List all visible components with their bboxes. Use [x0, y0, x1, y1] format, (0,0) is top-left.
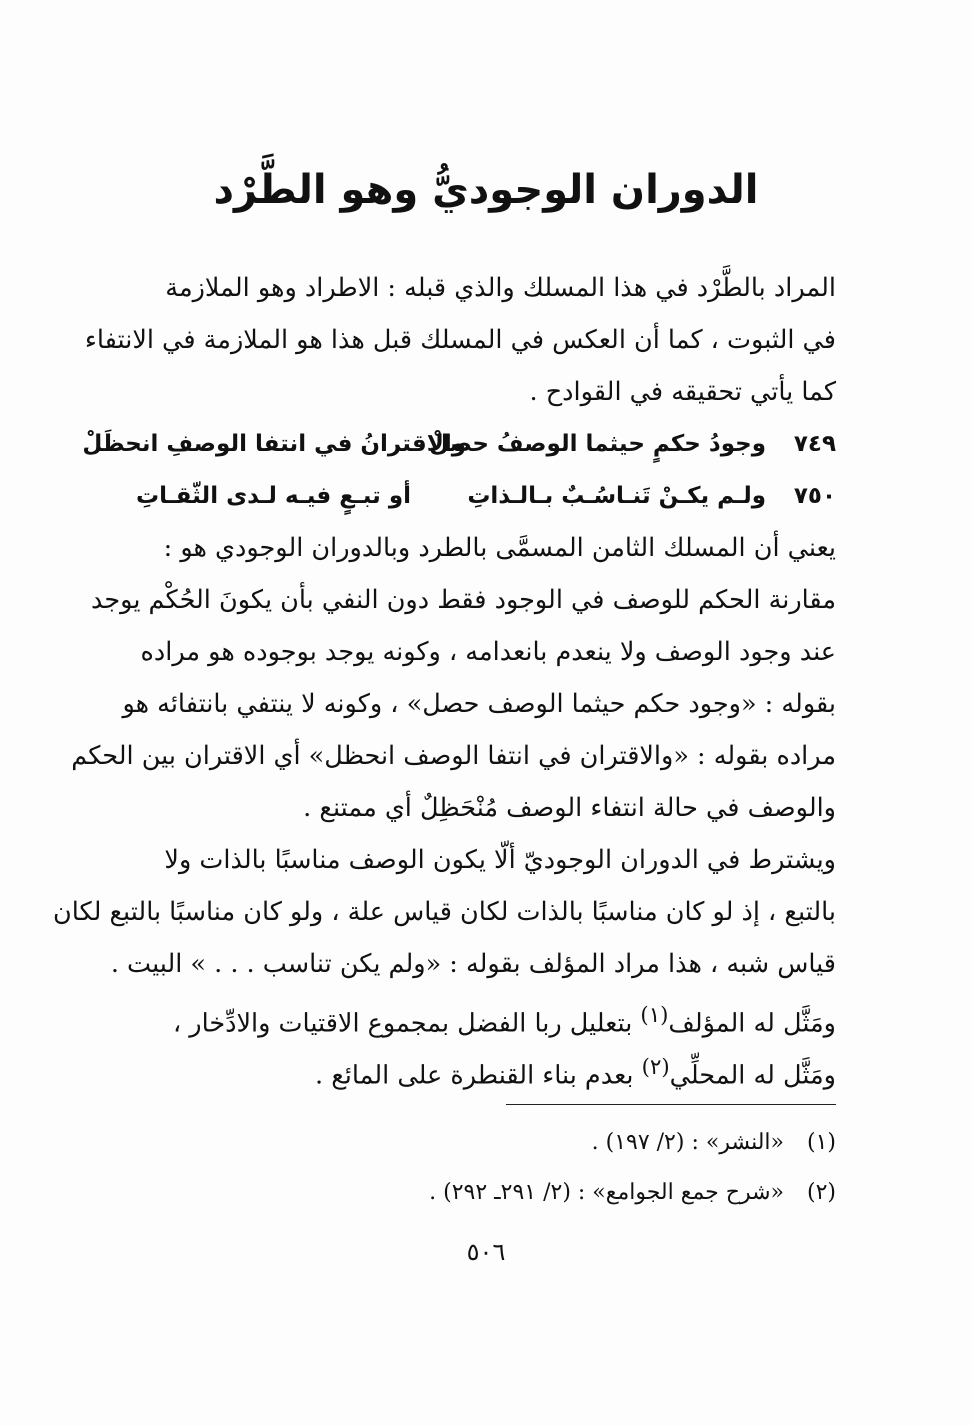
example-text: بتعليل ربا الفضل بمجموع الاقتيات والادِّخار ، [172, 1008, 641, 1039]
footnote-number: (٢) [806, 1180, 836, 1205]
footnote [136, 1118, 836, 1168]
example-text: بعدم بناء القنطرة على المائع . [314, 1060, 642, 1091]
example-line [136, 990, 836, 1042]
verse-number: ٧٤٩ [793, 431, 836, 457]
footnote-text: «النشر» : (٢/ ١٩٧) . [591, 1130, 784, 1155]
verse-first-hemistich: ولـم يكـنْ تَنـاسُـبٌ بـالـذاتِ [467, 483, 766, 509]
body-line: كما يأتي تحقيقه في القوادح . [529, 377, 836, 407]
footnote-ref[interactable]: (٢) [641, 1055, 670, 1080]
commentary-line: والوصف في حالة انتفاء الوصف مُنْحَظِلٌ أي ممتنع . [303, 793, 836, 823]
example-text: ومَثَّل له المؤلف [668, 1008, 836, 1039]
verse-749 [82, 418, 836, 470]
example-text: ومَثَّل له المحلِّي [669, 1060, 836, 1091]
commentary-line: بالتبع ، إذ لو كان مناسبًا بالذات لكان قياس علة ، ولو كان مناسبًا بالتبع لكان [53, 897, 836, 927]
body-line: في الثبوت ، كما أن العكس في المسلك قبل هذا هو الملازمة في الانتفاء [84, 325, 836, 355]
verse-first-hemistich: وجودُ حكمٍ حيثما الوصفُ حصلْ [429, 431, 766, 457]
page-body [53, 262, 836, 1094]
footnote-number: (١) [806, 1130, 836, 1155]
footnote [136, 1168, 836, 1218]
commentary-line: عند وجود الوصف ولا ينعدم بانعدامه ، وكونه يوجد بوجوده هو مراده [140, 637, 836, 667]
verse-750 [136, 470, 836, 522]
footnote-ref[interactable]: (١) [640, 1003, 669, 1028]
example-line [136, 1042, 836, 1094]
body-line: المراد بالطَّرْد في هذا المسلك والذي قبله : الاطراد وهو الملازمة [165, 273, 836, 303]
section-title: الدوران الوجوديُّ وهو الطَّرْد [213, 167, 759, 213]
footnotes [136, 1118, 836, 1218]
verse-second-hemistich: والاقترانُ في انتفا الوصفِ انحظَلْ [82, 431, 466, 457]
commentary-line: مراده بقوله : «والاقتران في انتفا الوصف انحظل» أي الاقتران بين الحكم [71, 741, 836, 771]
commentary-line: ويشترط في الدوران الوجوديّ ألّا يكون الوصف مناسبًا بالذات ولا [164, 845, 836, 875]
commentary-line: يعني أن المسلك الثامن المسمَّى بالطرد وبالدوران الوجودي هو : [163, 533, 836, 563]
verse-number: ٧٥٠ [793, 483, 836, 509]
commentary-line: مقارنة الحكم للوصف في الوجود فقط دون النفي بأن يكونَ الحُكْم يوجد [91, 585, 836, 615]
verse-second-hemistich: أو تبـعٍ فيـه لـدى الثّقـاتِ [136, 483, 412, 509]
footnote-text: «شرح جمع الجوامع» : (٢/ ٢٩١ـ ٢٩٢) . [429, 1180, 784, 1205]
footnote-divider [506, 1104, 836, 1105]
page-number: ٥٠٦ [466, 1238, 506, 1266]
commentary-line: قياس شبه ، هذا مراد المؤلف بقوله : «ولم يكن تناسب . . . » البيت . [110, 949, 836, 979]
commentary-line: بقوله : «وجود حكم حيثما الوصف حصل» ، وكونه لا ينتفي بانتفائه هو [122, 689, 836, 719]
